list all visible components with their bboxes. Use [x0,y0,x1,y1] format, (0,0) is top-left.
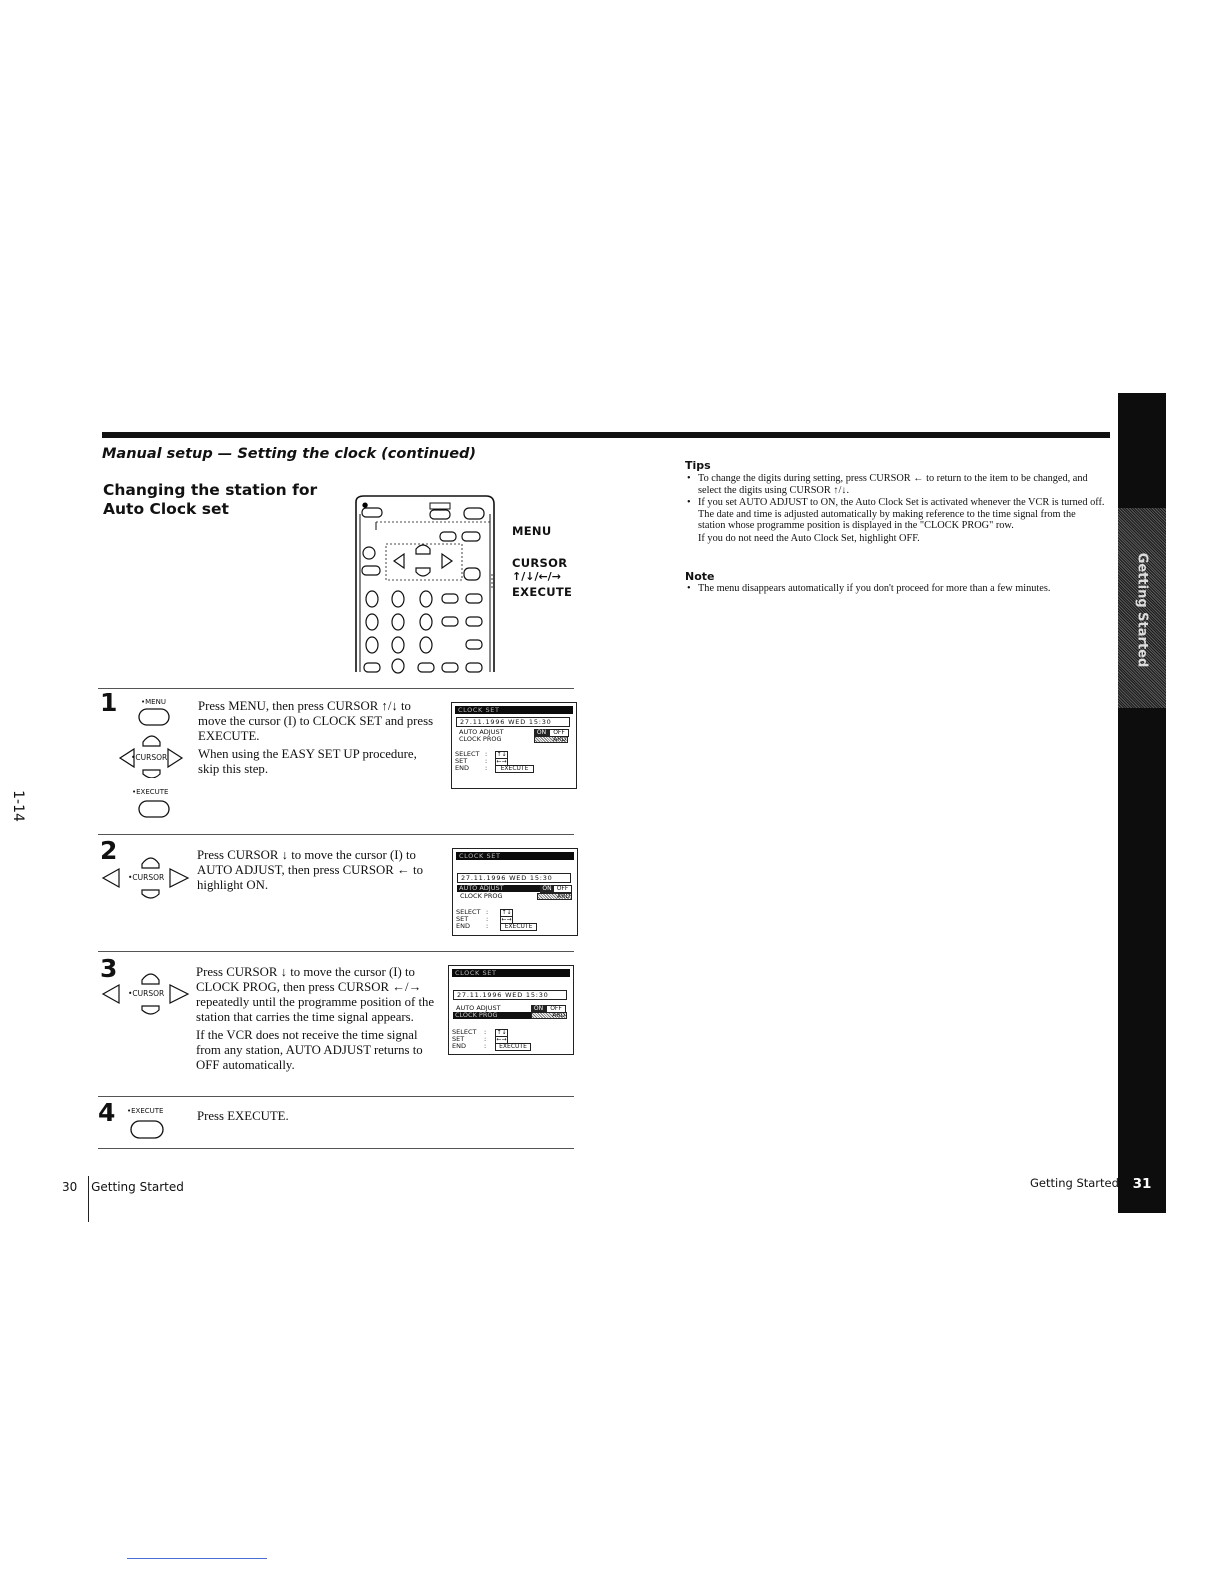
screen-off-option: OFF [549,729,569,737]
screen-date: 27.11.1996 WED 15:30 [457,873,571,883]
screen-on-option: ON [531,1005,546,1013]
step-number: 3 [100,954,118,983]
screen-title: CLOCK SET [455,706,573,714]
step-divider [98,834,574,835]
screen-colon: : [485,764,488,772]
screen-prog-value: ARD [531,1012,567,1019]
screen-select-keys: ↑↓ [496,1029,507,1036]
screen-clock-prog: CLOCK PROG [459,735,502,743]
screen-auto-adjust: AUTO ADJUST [456,1004,501,1012]
step-number: 2 [100,836,118,865]
step-divider [98,688,574,689]
section-title [103,481,343,519]
step-3-note: If the VCR does not receive the time signal from any station, AUTO ADJUST returns to OFF automatically. [196,1028,423,1072]
note-list [685,583,1105,596]
screen-auto-adjust: AUTO ADJUST [459,728,504,736]
cursor-button-label: •CURSOR [131,753,168,762]
execute-callout: EXECUTE [512,585,573,599]
screen-set-label: SET [455,757,468,765]
cursor-arrows-callout: ↑/↓/←/→ [512,570,561,583]
execute-button-icon [130,1118,170,1142]
screen-clock-prog-highlight: CLOCK PROG [453,1012,531,1019]
screen-select-label: SELECT [456,908,481,916]
execute-button-label: •EXECUTE [132,788,169,796]
screen-set-keys: ←→ [496,1036,507,1043]
screen-colon: : [486,908,489,916]
tip-item: • To change the digits during setting, press CURSOR ← to return to the item to be changed, and select the digits using CURSOR ↑/↓. [685,473,1105,496]
screen-prog-value: ARD [534,736,568,743]
screen-end-label: END [456,922,470,930]
screen-off-option: OFF [553,885,572,893]
screen-select-label: SELECT [452,1028,477,1036]
screen-colon: : [486,922,489,930]
step-1-text: Press MENU, then press CURSOR ↑/↓ to move the cursor (I) to CLOCK SET and press EXECUTE. [198,699,434,743]
screen-colon: : [485,757,488,765]
execute-button-label: •EXECUTE [127,1107,164,1115]
tips-heading: Tips [685,459,711,472]
screen-set-keys: ←→ [501,916,512,923]
menu-button-icon [138,707,178,727]
step-4-instructions [197,1109,437,1127]
footer-divider [88,1176,89,1222]
tips-list [685,473,1105,545]
header-rule [102,432,1110,438]
remote-control-illustration [352,494,502,674]
step-divider [98,1096,574,1097]
right-footer-section: Getting Started [1030,1176,1119,1190]
screen-off-option: OFF [546,1005,566,1013]
side-page-code: 1-14 [10,790,26,822]
note-heading: Note [685,570,715,583]
screen-colon: : [484,1035,487,1043]
step-1-instructions [198,699,438,780]
clock-set-screen [451,702,577,789]
cursor-callout: CURSOR [512,556,568,570]
screen-end-key: EXECUTE [495,1043,531,1051]
screen-set-label: SET [452,1035,465,1043]
screen-colon: : [484,1042,487,1050]
step-number: 4 [98,1098,116,1127]
screen-title: CLOCK SET [452,969,570,977]
page-header-title: Manual setup — Setting the clock (continued) [102,446,477,462]
cursor-button-label: •CURSOR [128,989,165,998]
screen-on-option: ON [534,729,549,737]
screen-title: CLOCK SET [456,852,574,860]
tip-extra: If you do not need the Auto Clock Set, highlight OFF. [698,532,920,544]
clock-set-screen [452,848,578,936]
step-divider [98,951,574,952]
screen-clock-prog: CLOCK PROG [460,892,503,900]
section-title-line-1: Changing the station for [103,481,318,499]
step-2-instructions [197,848,437,896]
screen-date: 27.11.1996 WED 15:30 [456,717,570,727]
screen-select-keys: ↑↓ [496,751,507,758]
execute-button-icon [138,797,178,821]
bottom-line [127,1558,267,1559]
section-title-line-2: Auto Clock set [103,500,229,518]
screen-end-key: EXECUTE [495,765,534,773]
cursor-button-label: •CURSOR [128,873,165,882]
clock-set-screen [448,965,574,1055]
screen-on-option: ON [540,885,554,893]
screen-set-keys: ←→ [496,758,507,765]
step-1-note: When using the EASY SET UP procedure, skip this step. [198,747,417,776]
screen-prog-value: ARD [537,893,572,900]
step-number: 1 [100,688,118,717]
right-page-number: 31 [1132,1176,1152,1192]
screen-colon: : [486,915,489,923]
screen-select-keys: ↑↓ [501,909,512,916]
step-divider [98,1148,574,1149]
tip-item: • If you set AUTO ADJUST to ON, the Auto Clock Set is activated whenever the VCR is turned off. The date and time is adjusted automatically by making reference to the time signal from the station whose programme position is displayed in the "CLOCK PROG" row. [685,497,1105,532]
footer-left [62,1180,184,1194]
svg-text:●: ● [362,501,369,509]
step-3-text: Press CURSOR ↓ to move the cursor (I) to CLOCK PROG, then press CURSOR ←/→ repeatedly until the programme position of the station that carries the time signal appears. [196,965,435,1024]
screen-auto-adjust-highlight: AUTO ADJUST [457,885,541,892]
screen-end-label: END [455,764,469,772]
step-4-text: Press EXECUTE. [197,1109,289,1123]
step-2-text: Press CURSOR ↓ to move the cursor (I) to AUTO ADJUST, then press CURSOR ← to highlight ON. [197,848,423,892]
left-page-number: 30 [62,1180,78,1194]
screen-date: 27.11.1996 WED 15:30 [453,990,567,1000]
menu-callout: MENU [512,524,552,538]
screen-colon: : [485,750,488,758]
screen-end-label: END [452,1042,466,1050]
screen-set-label: SET [456,915,469,923]
menu-button-label: •MENU [141,698,166,706]
screen-colon: : [484,1028,487,1036]
side-tab-label: Getting Started [1134,552,1150,668]
note-item: • The menu disappears automatically if you don't proceed for more than a few minutes. [685,583,1105,595]
left-footer-section: Getting Started [91,1180,184,1194]
step-3-instructions [196,965,436,1076]
screen-end-key: EXECUTE [500,923,537,931]
screen-select-label: SELECT [455,750,480,758]
